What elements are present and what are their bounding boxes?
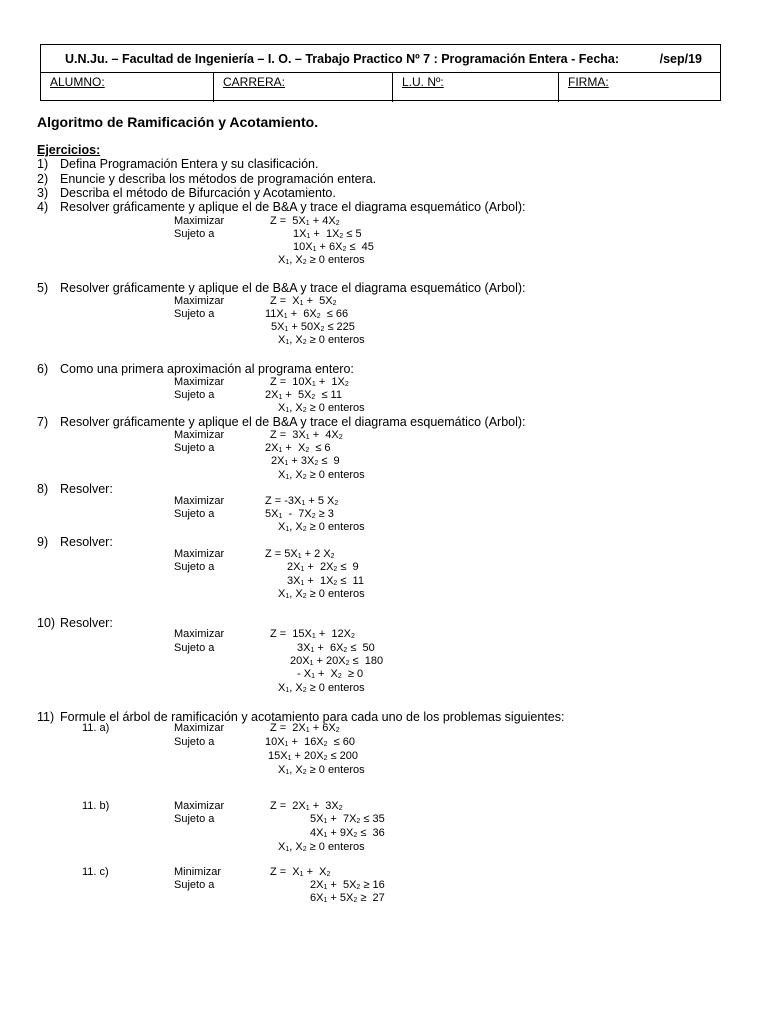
formula: $Z = 5X_1 + 4X_2$ (270, 215, 340, 227)
formula: $Z = X_1 + 5X_2$ (270, 295, 337, 307)
label-sujeto: Sujeto a (174, 389, 215, 401)
sublabel: 11. a) (82, 722, 110, 734)
item-text: Resolver gráficamente y aplique el de B&A y trace el diagrama esquemático (Arbol): (60, 281, 526, 295)
item-text: Describa el método de Bifurcación y Acotamiento. (60, 186, 336, 200)
formula: $X_1$, $X_2 \ge 0$ enteros (278, 254, 365, 266)
formula: $10X_1 + 16X_2 \le 60$ (265, 736, 356, 748)
label-maximizar: Maximizar (174, 215, 225, 227)
formula: $X_1$, $X_2 \ge 0$ enteros (278, 682, 365, 694)
label-maximizar: Maximizar (174, 628, 225, 640)
label-maximizar: Maximizar (174, 548, 225, 560)
formula: $10X_1 + 6X_2 \le 45$ (293, 241, 374, 253)
header-date: /sep/19 (659, 52, 702, 66)
formula: $2X_1 + 5X_2 \ge 16$ (310, 879, 385, 891)
item-text: Formule el árbol de ramificación y acotamiento para cada uno de los problemas siguientes: (60, 710, 565, 724)
formula: $X_1$, $X_2 \ge 0$ enteros (278, 334, 365, 346)
header-title: U.N.Ju. – Facultad de Ingeniería – I. O. – Trabajo Practico Nº 7 : Programación Entera - Fecha: (65, 52, 620, 66)
item-num: 5) (37, 281, 49, 295)
label-sujeto: Sujeto a (174, 228, 215, 240)
formula: $X_1$, $X_2 \ge 0$ enteros (278, 841, 365, 853)
item-num: 6) (37, 362, 49, 376)
formula: $11X_1 + 6X_2 \le 66$ (265, 308, 349, 320)
item-num: 9) (37, 535, 49, 549)
item-text: Defina Programación Entera y su clasificación. (60, 157, 319, 171)
label-maximizar: Maximizar (174, 429, 225, 441)
formula: $2X_1 + X_2 \le 6$ (265, 442, 331, 454)
word-enteros: enteros (327, 254, 365, 266)
field-lu[interactable]: L.U. Nº: (393, 73, 559, 102)
formula: $2X_1 + 2X_2 \le 9$ (287, 561, 359, 573)
word-enteros: enteros (327, 764, 365, 776)
label-sujeto: Sujeto a (174, 879, 215, 891)
word-enteros: enteros (327, 682, 365, 694)
formula: $20X_1 + 20X_2 \le 180$ (290, 655, 384, 667)
item-num: 8) (37, 482, 49, 496)
item-num: 2) (37, 172, 49, 186)
word-enteros: enteros (327, 521, 365, 533)
formula: $6X_1 + 5X_2 \ge 27$ (310, 892, 385, 904)
item-num: 11) (37, 710, 55, 724)
field-firma[interactable]: FIRMA: (568, 75, 609, 89)
item-text: Resolver: (60, 535, 113, 549)
field-alumno[interactable]: ALUMNO: (41, 73, 214, 102)
sublabel: 11. c) (82, 866, 109, 878)
item-text: Resolver: (60, 482, 113, 496)
formula: $3X_1 + 6X_2 \le 50$ (297, 642, 375, 654)
sublabel: 11. b) (82, 800, 110, 812)
item-num: 10) (37, 616, 56, 630)
label-maximizar: Maximizar (174, 295, 225, 307)
formula: $Z = 2X_1 + 3X_2$ (270, 800, 343, 812)
header-box (40, 44, 721, 101)
formula: $X_1$, $X_2 \ge 0$ enteros (278, 469, 365, 481)
formula: $1X_1 + 1X_2 \le 5$ (293, 228, 362, 240)
formula: $Z = 10X_1 + 1X_2$ (270, 376, 349, 388)
label-sujeto: Sujeto a (174, 308, 215, 320)
formula: $X_1$, $X_2 \ge 0$ enteros (278, 764, 365, 776)
formula: $Z = 3X_1 + 4X_2$ (270, 429, 343, 441)
formula: $X_1$, $X_2 \ge 0$ enteros (278, 402, 365, 414)
word-enteros: enteros (327, 841, 365, 853)
item-text: Resolver: (60, 616, 113, 630)
formula: $5X_1 + 50X_2 \le 225$ (271, 321, 355, 333)
formula: $Z = -3X_1 + 5$ $X_2$ (265, 495, 339, 507)
item-text: Resolver gráficamente y aplique el de B&A y trace el diagrama esquemático (Arbol): (60, 200, 526, 214)
item-num: 3) (37, 186, 49, 200)
page-title: Algoritmo de Ramificación y Acotamiento. (37, 114, 319, 130)
item-num: 1) (37, 157, 49, 171)
formula: $3X_1 + 1X_2 \le 11$ (287, 575, 364, 587)
label-maximizar: Maximizar (174, 722, 225, 734)
formula: - $X_1 + X_2 \ge 0$ (297, 668, 364, 680)
label-maximizar: Maximizar (174, 800, 225, 812)
item-num: 7) (37, 415, 49, 429)
word-enteros: enteros (327, 469, 365, 481)
label-sujeto: Sujeto a (174, 642, 215, 654)
label-maximizar: Maximizar (174, 376, 225, 388)
item-num: 4) (37, 200, 49, 214)
formula: $5X_1 + 7X_2 \le 35$ (310, 813, 385, 825)
word-enteros: enteros (327, 334, 365, 346)
formula: $Z = X_1 + X_2$ (270, 866, 331, 878)
label-sujeto: Sujeto a (174, 508, 215, 520)
header-title-row (41, 45, 720, 73)
formula: $Z = 2X_1 + 6X_2$ (270, 722, 340, 734)
label-minimizar: Minimizar (174, 866, 222, 878)
formula: $Z = 15X_1 + 12X_2$ (270, 628, 355, 640)
label-maximizar: Maximizar (174, 495, 225, 507)
item-text: Resolver gráficamente y aplique el de B&A y trace el diagrama esquemático (Arbol): (60, 415, 526, 429)
label-sujeto: Sujeto a (174, 813, 215, 825)
word-enteros: enteros (327, 588, 365, 600)
field-carrera[interactable]: CARRERA: (214, 73, 393, 102)
formula: $5X_1 - 7X_2 \ge 3$ (265, 508, 334, 520)
formula: $2X_1 + 5X_2 \le 11$ (265, 389, 342, 401)
label-sujeto: Sujeto a (174, 561, 215, 573)
formula: $15X_1 + 20X_2 \le 200$ (268, 750, 359, 762)
formula: $X_1$, $X_2 \ge 0$ enteros (278, 521, 365, 533)
item-text: Enuncie y describa los métodos de programación entera. (60, 172, 377, 186)
formula: $4X_1 + 9X_2 \le 36$ (310, 827, 385, 839)
formula: $2X_1 + 3X_2 \le 9$ (271, 455, 340, 467)
item-text: Como una primera aproximación al programa entero: (60, 362, 354, 376)
label-sujeto: Sujeto a (174, 442, 215, 454)
formula: $X_1$, $X_2 \ge 0$ enteros (278, 588, 365, 600)
label-sujeto: Sujeto a (174, 736, 215, 748)
word-enteros: enteros (327, 402, 365, 414)
formula: $Z = 5X_1 + 2$ $X_2$ (265, 548, 335, 560)
exercises-heading: Ejercicios: (37, 143, 101, 157)
